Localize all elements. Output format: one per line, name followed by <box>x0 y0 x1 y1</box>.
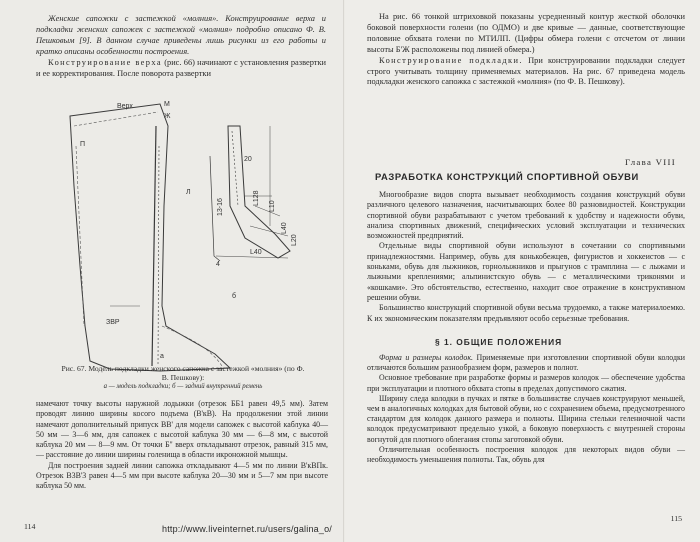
left-spaced-heading: Конструирование верха <box>48 57 162 67</box>
label-dim-l10: L10 <box>269 200 276 212</box>
label-dim-l40: L40 <box>250 249 262 256</box>
left-bottom-paragraph-2: Для построения задней линии сапожка откладывают 4—5 мм по линии В'кВПк. Отрезок В3В'3 равен 4—5 мм при высоте каблука 20—30 мм и 5—7 мм при высоте каблука 50 мм. <box>36 460 328 491</box>
right-spaced-heading-rest: При конструировании подкладки следует строго учитывать толщину применяемых материалов. На рис. 67 приведена модель подкладки женского сапожка с застежкой «молния» (по Ф. В. Пешкову). <box>367 55 686 87</box>
forms-lead: Форма и размеры колодок. <box>379 353 473 362</box>
chapter-title: РАЗРАБОТКА КОНСТРУКЦИЙ СПОРТИВНОЙ ОБУВИ <box>375 171 639 182</box>
right-forms-text <box>367 353 685 465</box>
caption-main: Рис. 67. Модель подкладки женского сапожка с застежкой «молния» (по Ф. В. Пешкову): <box>61 364 305 383</box>
watermark-url[interactable]: http://www.liveinternet.ru/users/galina_o/ <box>162 524 332 534</box>
chapter-label: Глава VIII <box>624 157 676 167</box>
label-dim-l20: L20 <box>291 234 298 246</box>
section-heading: § 1. ОБЩИЕ ПОЛОЖЕНИЯ <box>435 337 563 347</box>
right-page <box>345 0 700 542</box>
label-zh: Ж <box>164 113 171 120</box>
intro-paragraph-1: Многообразие видов спорта вызывает необходимость создания конструкций обуви различного целевого назначения, насчитывающих более 80 разновидностей. Конструкции спортивной обуви разрабатывают с учетом требований к удобству и надежности обуви, анализа спортивных движений, специфических условий эксплуатации и технических возможностей предприятий. <box>367 190 685 241</box>
figure-caption <box>58 364 308 392</box>
intro-paragraph-3: Большинство конструкций спортивной обуви весьма трудоемко, а также материалоемко. К их экономическим показателям предъявляют особо серьезные требования. <box>367 303 685 323</box>
label-zvr: ЗВР <box>106 319 120 326</box>
left-top-paragraph: Женские сапожки с застежкой «молния». Конструирование верха и подкладки женских сапожек с застежкой «молния» подробно описано Ф. В. Пешковым [9]. В данном случае приведены лишь рисунки из его работы и кратко описаны особенности построения. <box>36 14 326 56</box>
caption-sub: а — модель подкладки; б — задний внутренний ремень <box>103 383 263 391</box>
label-m: М <box>164 101 170 108</box>
left-bottom-text <box>36 399 328 492</box>
label-p: П <box>80 141 86 148</box>
forms-rest: Применяемые при изготовлении спортивной обуви колодки отличаются большим разнообразием форм, размеров и полнот. <box>367 353 686 373</box>
left-top-text <box>36 14 326 79</box>
label-dim-1316: 13-16 <box>217 198 224 216</box>
label-l: Л <box>186 189 191 196</box>
right-top-paragraph: На рис. 66 тонкой штриховкой показаны усредненный контур жесткой оболочки боковой поверхности голени (по ОДМО) и две кривые — данные, соответствующие половине обхвата голени по МТИЛП. (Цифры обмера голени с отсчетом от линии высоты Б'Ж расположены под линией обмера.) <box>367 12 685 54</box>
left-page <box>0 0 345 542</box>
left-bottom-paragraph: намечают точку высоты наружной лодыжки (отрезок ББ1 равен 49,5 мм). Затем проводят линию ширины косого подъема (В'кВ). На продолжении этой линии намечают дополнительный припуск ВВ' для модели сапожек с высотой каблука 40—50 мм — 3—6 мм, для сапожек с высотой каблука 30 мм — 6—8 мм, с высотой каблука 20 мм — 8—9 мм. От точки Б'' вверх откладывают отрезок, равный 315 мм, — расстояние до линии ширины голенища в области икроножной мышцы. <box>36 399 328 460</box>
label-b: б <box>232 293 237 300</box>
label-dim-20: 20 <box>244 156 252 163</box>
right-page-number: 115 <box>670 514 682 523</box>
paragraph-last: Отличительная особенность построения колодок для некоторых видов обуви — необходимость уменьшения полноты. Так, обувь для <box>367 444 685 465</box>
label-a: а <box>160 353 164 360</box>
paragraph-width: Ширину следа колодки в пучках и пятке в большинстве случаев конструируют меньшей, чем в аналогичных колодках для бытовой обуви, но с сохранением объема, предусмотренного стандартом для колодок данного размера и полноты. Ширина стельки гелениочной части колодок предусматривают предельно узкой, а боковую поверхность с внутренней стороны вогнутой для плотного облегания стопы заготовкой обуви. <box>367 393 685 444</box>
left-page-number: 114 <box>24 522 36 531</box>
paragraph-basic: Основное требование при разработке формы и размеров колодок — обеспечение удобства при эксплуатации и плотного обхвата стопы в пределах допустимого сжатия. <box>367 373 685 393</box>
left-spaced-heading-rest: (рис. 66) начинают с установления развертки и ее корректирования. После поворота развертки <box>36 57 326 78</box>
label-verh: Верх <box>117 103 133 110</box>
label-dim-l40b: L40 <box>281 222 288 234</box>
right-spaced-heading: Конструирование подкладки. <box>379 55 523 65</box>
right-top-text <box>367 12 685 88</box>
label-dim-l128: L128 <box>253 190 260 206</box>
intro-paragraph-2: Отдельные виды спортивной обуви используют в сочетании со спортивными принадлежностями. Например, обувь для конькобежцев, фигуристов и хоккеистов — с коньками, обувь для лыжников, горнолыжников и прыгунов с трамплина — с лыжами и лыжными креплениями; альпинистскую обувь — с металлическими триконями и «кошками». Это обстоятельство, естественно, находит свое отражение в конструктивном решении обуви. <box>367 241 685 302</box>
right-intro-text <box>367 190 685 324</box>
figure-67-drawing <box>40 86 320 376</box>
label-dim-4: 4 <box>216 261 220 268</box>
